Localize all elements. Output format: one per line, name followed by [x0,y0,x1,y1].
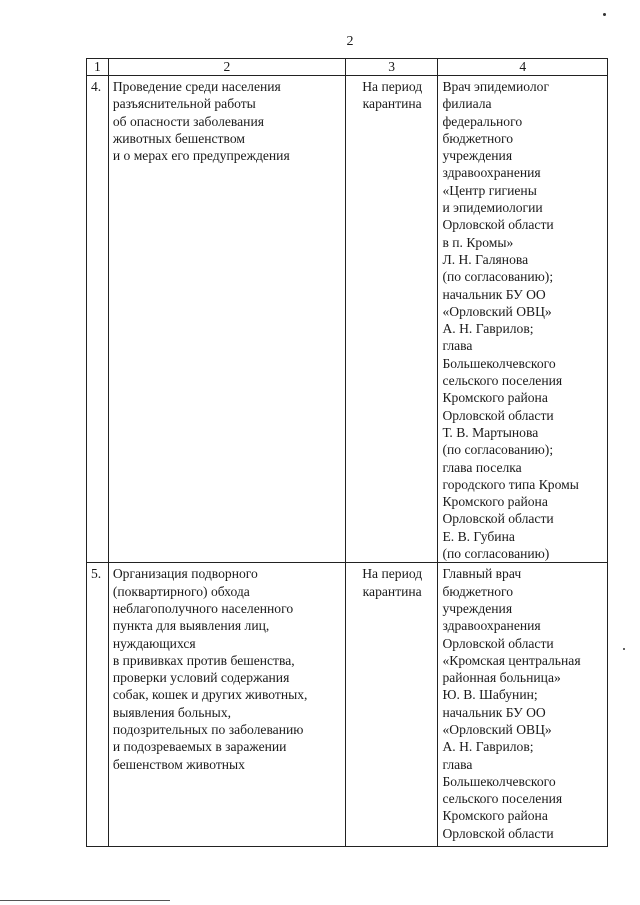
cell-text-line: Кромского района [442,494,548,510]
cell-text-line: Главный врач [442,566,522,582]
scan-speck [623,648,625,650]
cell-text-line: городского типа Кромы [442,476,579,492]
cell-text-line: об опасности заболевания [112,113,264,129]
cell-text-line: проверки условий содержания [112,670,290,686]
cell-text-line: Ю. В. Шабунин; [442,687,538,703]
cell-text-line: «Орловский ОВЦ» [442,303,552,319]
row-number: 4. [87,76,109,563]
cell-text-line: начальник БУ ОО [442,286,546,302]
cell-text-line: федерального [442,113,523,129]
cell-text-line: животных бешенством [112,130,245,146]
cell-text-line: Е. В. Губина [442,528,515,544]
cell-text-line: Большеколчевского [442,773,556,789]
page-number: 2 [346,34,354,49]
cell-text-line: Орловской области [442,825,554,841]
activity-cell [108,563,345,847]
cell-text-line: сельского поселения [442,373,563,389]
cell-text-line: (по согласованию); [442,442,554,458]
period-cell [345,563,438,847]
cell-text-line: сельского поселения [442,791,563,807]
cell-text-line: Кромского района [442,390,548,406]
cell-text-line: учреждения [442,600,513,616]
responsible-cell [438,563,608,847]
cell-text-line: в прививках против бешенства, [112,652,295,668]
cell-text-line: Врач эпидемиолог [442,79,550,94]
cell-text-line: учреждения [442,148,513,164]
cell-text-line: и о мерах его предупреждения [112,148,290,164]
column-header-1: 1 [87,59,109,76]
period-cell [345,76,438,563]
cell-text-line: собак, кошек и других животных, [112,687,308,703]
cell-text-line: Орловской области [442,635,554,651]
cell-text-line: Орловской области [442,511,554,527]
cell-text-line: Проведение среди населения [112,79,281,94]
cell-text-line: Л. Н. Галянова [442,251,529,267]
cell-text-line: Большеколчевского [442,355,556,371]
column-header-2: 2 [108,59,345,76]
cell-text-line: в п. Кромы» [442,234,514,250]
cell-text-line: Т. В. Мартынова [442,424,539,440]
cell-text-line: неблагополучного населенного [112,600,294,616]
cell-text-line: разъяснительной работы [112,96,256,112]
cell-text-line: карантина [362,583,422,599]
scan-speck [603,13,606,16]
cell-text-line: здравоохранения [442,618,541,634]
cell-text-line: пункта для выявления лиц, [112,618,270,634]
column-header-4: 4 [438,59,608,76]
measures-table [86,58,608,847]
cell-text-line: нуждающихся [112,635,196,651]
cell-text-line: и подозреваемых в заражении [112,739,287,755]
cell-text-line: А. Н. Гаврилов; [442,739,534,755]
cell-text-line: бюджетного [442,583,514,599]
cell-text-line: Орловской области [442,407,554,423]
table-row [87,76,608,563]
cell-text-line: филиала [442,96,492,112]
cell-text-line: начальник БУ ОО [442,704,546,720]
cell-text-line: Кромского района [442,808,548,824]
cell-text-line: выявления больных, [112,704,232,720]
cell-text-line: «Орловский ОВЦ» [442,721,552,737]
cell-text-line: глава [442,756,473,772]
cell-text-line: карантина [362,96,422,112]
cell-text-line: (по согласованию); [442,269,554,285]
column-header-3: 3 [345,59,438,76]
cell-text-line: глава поселка [442,459,522,475]
cell-text-line: «Центр гигиены [442,182,537,198]
cell-text-line: и эпидемиологии [442,200,543,216]
cell-text-line: «Кромская центральная [442,652,581,668]
cell-text-line: А. Н. Гаврилов; [442,321,534,337]
table-row [87,563,608,847]
cell-text-line: здравоохранения [442,165,541,181]
row-number: 5. [87,563,109,847]
cell-text-line: бюджетного [442,130,514,146]
cell-text-line: районная больница» [442,670,561,686]
activity-cell [108,76,345,563]
cell-text-line: На период [362,79,423,94]
cell-text-line: глава [442,338,473,354]
cell-text-line: Организация подворного [112,566,258,582]
cell-text-line: Орловской области [442,217,554,233]
cell-text-line: (по согласованию) [442,546,550,562]
cell-text-line: (поквартирного) обхода [112,583,250,599]
cell-text-line: бешенством животных [112,756,245,772]
cell-text-line: подозрительных по заболеванию [112,721,304,737]
cell-text-line: На период [362,566,423,582]
table-header-row [87,59,608,76]
scan-edge-line [0,900,170,901]
responsible-cell [438,76,608,563]
